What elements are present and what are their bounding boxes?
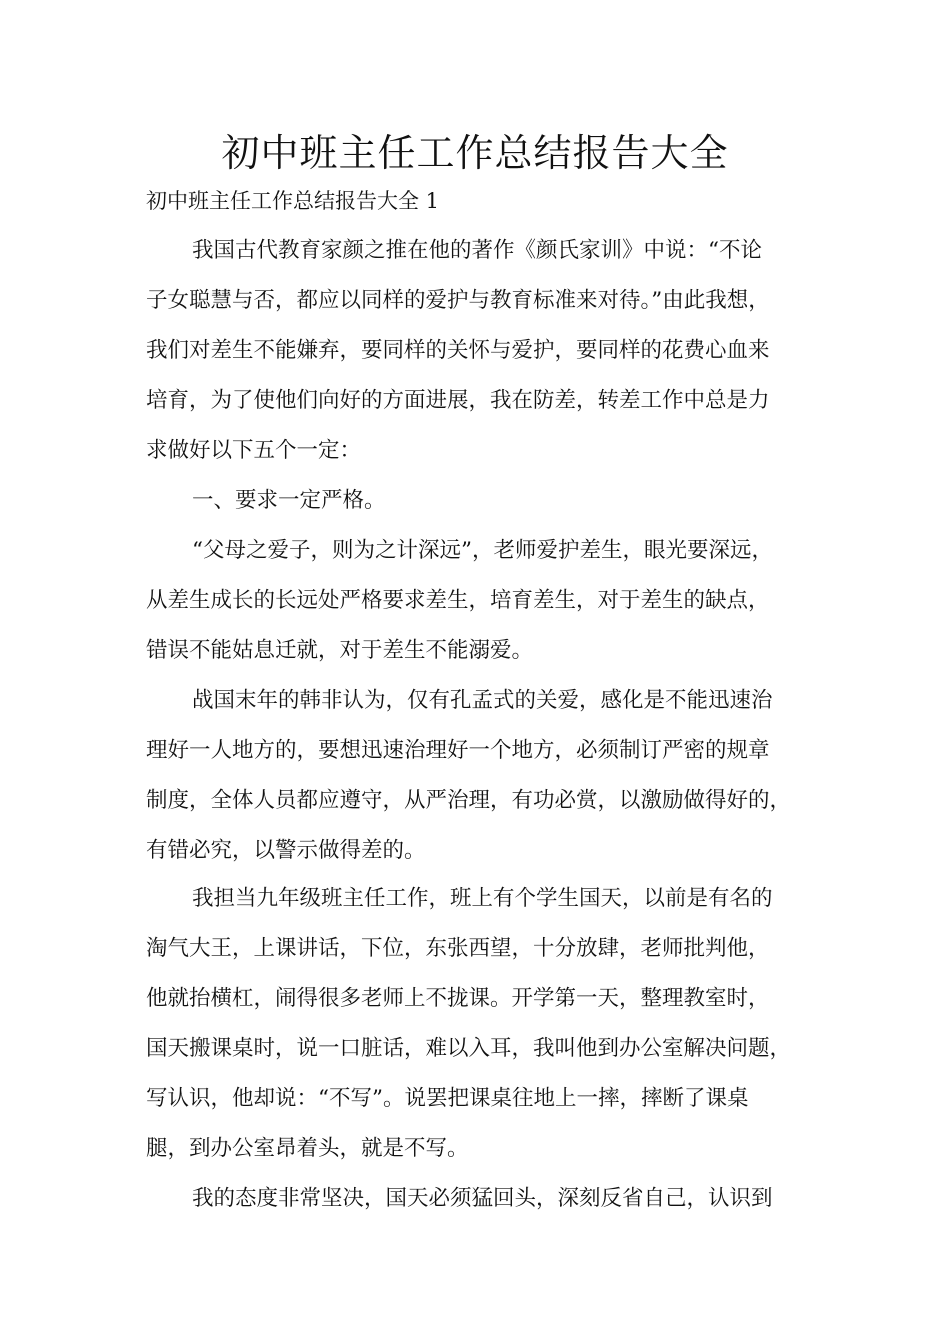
text-line: 有错必究，以警示做得差的。	[146, 838, 426, 863]
text-line: 错误不能姑息迁就，对于差生不能溺爱。	[146, 638, 534, 663]
text-line: 一、要求一定严格。	[192, 488, 386, 513]
text-line: “父母之爱子，则为之计深远”，老师爱护差生，眼光要深远，	[192, 538, 773, 563]
text-line: 我们对差生不能嫌弃，要同样的关怀与爱护，要同样的花费心血来	[146, 338, 770, 363]
section-heading: 初中班主任工作总结报告大全 1	[146, 189, 440, 213]
text-line: 我的态度非常坚决，国天必须猛回头，深刻反省自己，认识到	[192, 1186, 773, 1211]
text-line: 理好一人地方的，要想迅速治理好一个地方，必须制订严密的规章	[146, 738, 770, 763]
document-title: 初中班主任工作总结报告大全	[221, 131, 729, 175]
text-line: 腿，到办公室昂着头，就是不写。	[146, 1136, 469, 1161]
text-line: 淘气大王，上课讲话，下位，东张西望，十分放肆，老师批判他，	[146, 936, 770, 961]
text-line: 制度，全体人员都应遵守，从严治理，有功必赏，以激励做得好的，	[146, 788, 792, 813]
text-line: 写认识，他却说：“不写”。说罢把课桌往地上一摔，摔断了课桌	[146, 1086, 749, 1111]
text-line: 子女聪慧与否，都应以同样的爱护与教育标准来对待。”由此我想，	[146, 288, 770, 313]
text-line: 我国古代教育家颜之推在他的著作《颜氏家训》中说：“不论	[192, 238, 762, 263]
text-line: 从差生成长的长远处严格要求差生，培育差生，对于差生的缺点，	[146, 588, 770, 613]
text-line: 培育，为了使他们向好的方面进展，我在防差，转差工作中总是力	[146, 388, 770, 413]
text-line: 战国末年的韩非认为，仅有孔孟式的关爱，感化是不能迅速治	[192, 688, 773, 713]
text-line: 我担当九年级班主任工作，班上有个学生国天，以前是有名的	[192, 886, 773, 911]
text-line: 他就抬横杠，闹得很多老师上不拢课。开学第一天，整理教室时，	[146, 986, 770, 1011]
text-line: 求做好以下五个一定：	[146, 438, 362, 463]
text-line: 国天搬课桌时，说一口脏话，难以入耳，我叫他到办公室解决问题，	[146, 1036, 792, 1061]
